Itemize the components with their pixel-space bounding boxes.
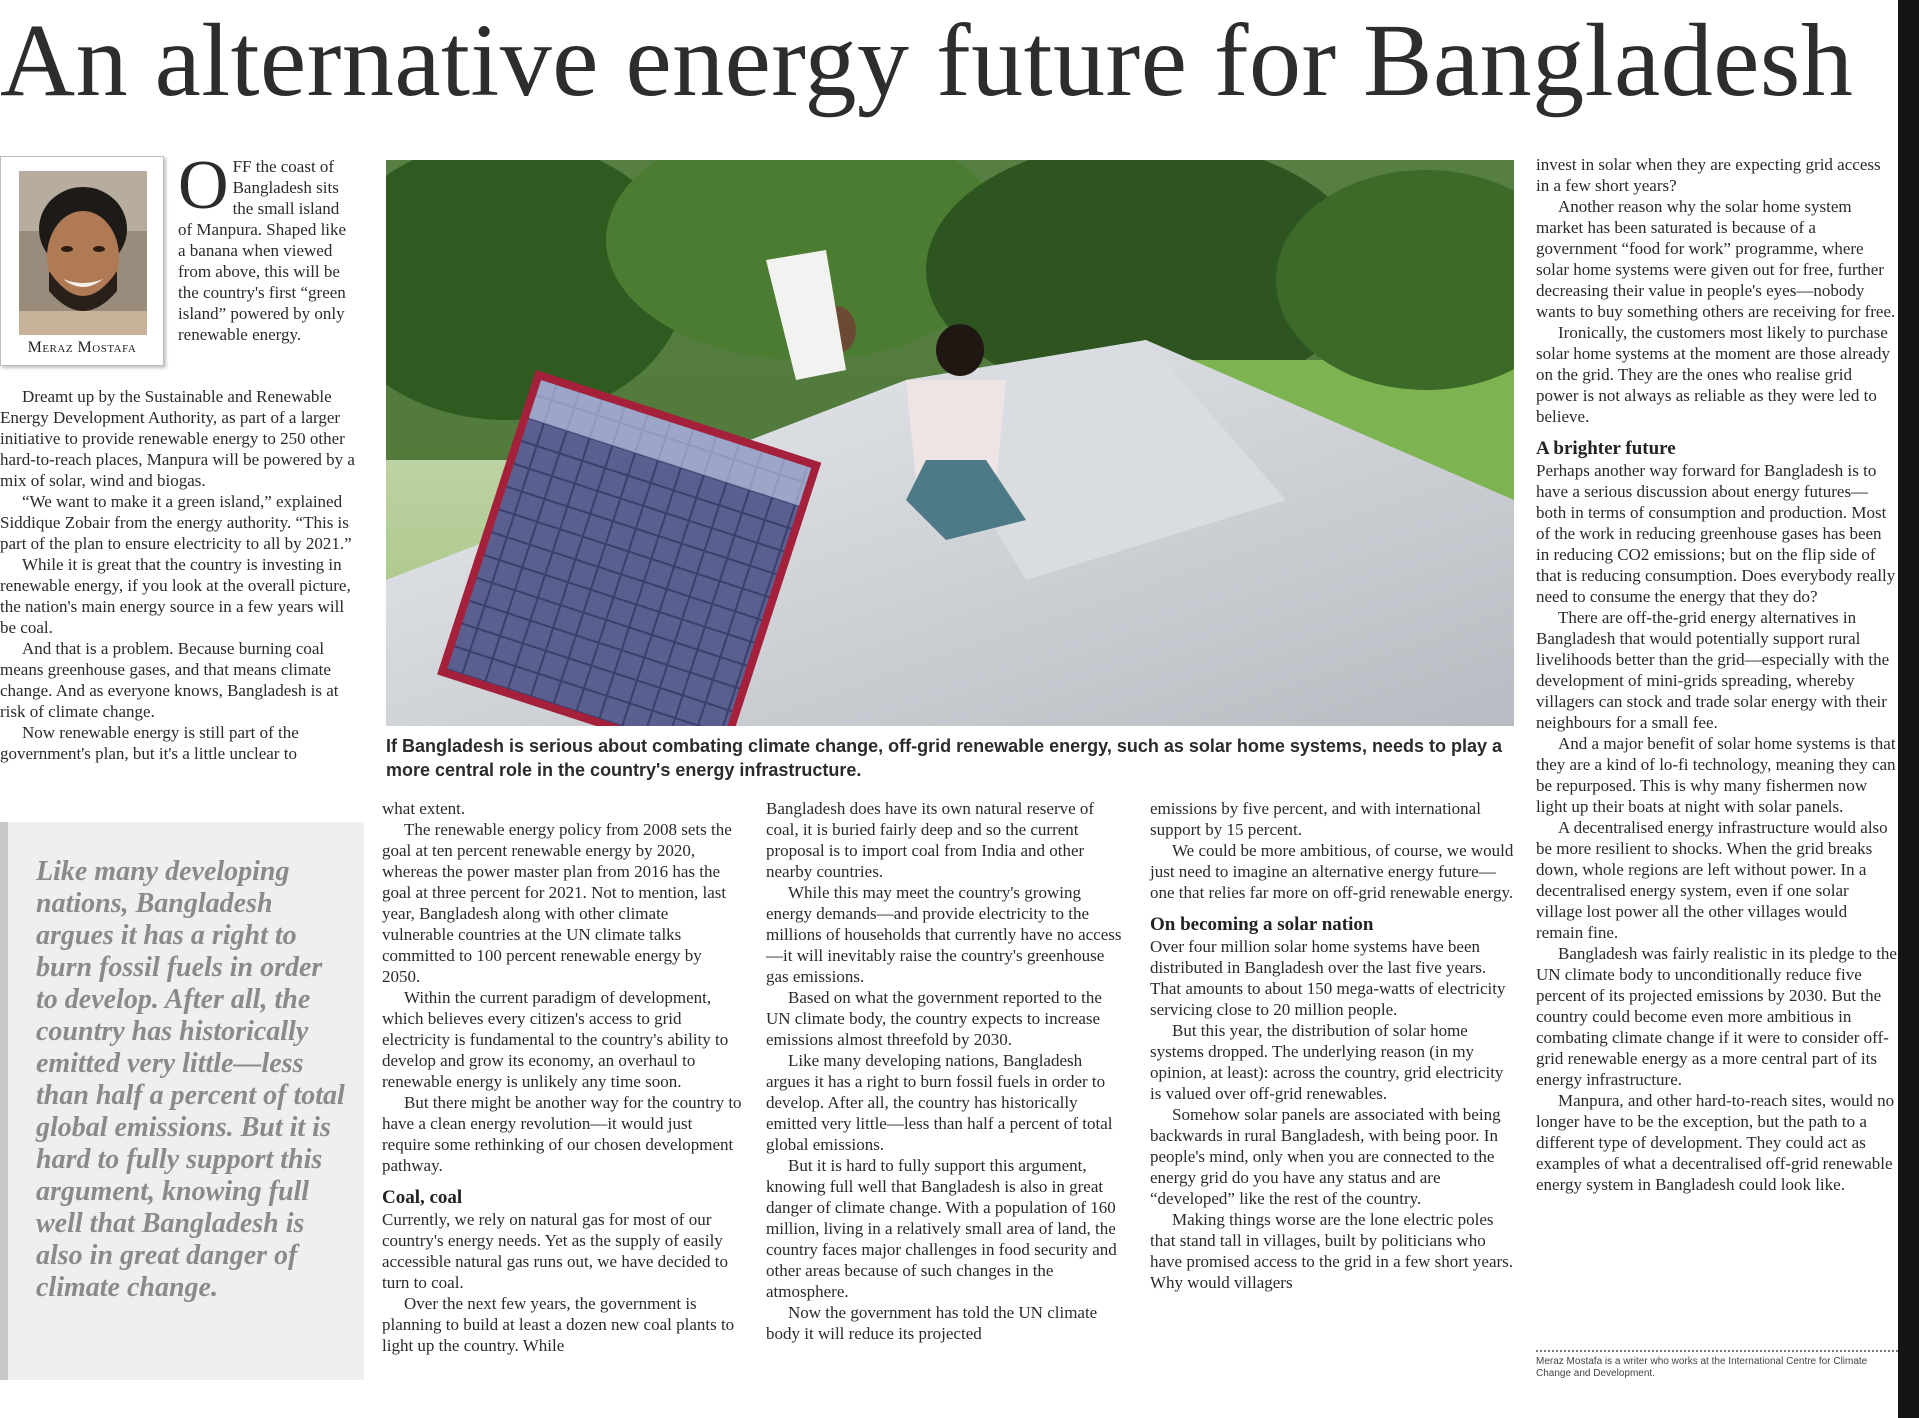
body-paragraph: what extent. [382, 799, 466, 818]
subheading: Coal, coal [382, 1187, 463, 1208]
column-4 [1150, 798, 1514, 1293]
body-paragraph: Over four million solar home systems have been distributed in Bangladesh over the last five years. That amounts to about 150 mega-watts of electricity servicing close to 20 million people. [1150, 937, 1506, 1019]
body-paragraph: Over the next few years, the government is planning to build at least a dozen new coal plants to light up the country. While [382, 1294, 735, 1355]
body-paragraph: There are off-the-grid energy alternatives in Bangladesh that would potentially support rural livelihoods better than the grid—especially with the development of mini-grids spreading, whereby villagers can stock and trade solar energy with their neighbours for a small fee. [1536, 608, 1890, 732]
body-paragraph: A decentralised energy infrastructure would also be more resilient to shocks. When the grid breaks down, whole regions are left without power. In a decentralised energy system, even if one solar village lost power all the other villages would remain fine. [1536, 818, 1888, 942]
body-paragraph: Another reason why the solar home system market has been saturated is because of a government “food for work” programme, where solar home systems were given out for free, further decreasing their value in people's eyes—nobody wants to buy something others are receiving for free. [1536, 197, 1896, 321]
body-paragraph: Manpura, and other hard-to-reach sites, would no longer have to be the exception, but the path to a different type of development. They could act as examples of what a decentralised off-grid renewable energy system in Bangladesh could look like. [1536, 1091, 1895, 1194]
body-paragraph: Perhaps another way forward for Bangladesh is to have a serious discussion about energy futures—both in terms of consumption and production. Most of the work in reducing greenhouse gases has been in reducing CO2 emissions; but on the flip side of that is reducing consumption. Does everybody really need to consume the energy that they do? [1536, 461, 1896, 606]
pullquote-bar [0, 822, 8, 1380]
body-paragraph: emissions by five percent, and with international support by 15 percent. [1150, 799, 1481, 839]
body-paragraph: Currently, we rely on natural gas for most of our country's energy needs. Yet as the supply of easily accessible natural gas runs out, we have decided to turn to coal. [382, 1210, 729, 1292]
photo-caption: If Bangladesh is serious about combating climate change, off-grid renewable energy, such as solar home systems, needs to play a more central role in the country's energy infrastructure. [386, 736, 1502, 780]
author-box [0, 156, 164, 366]
body-paragraph: And a major benefit of solar home systems is that they are a kind of lo-fi technology, meaning they can be repurposed. This is why many fishermen now light up their boats at night with solar panels. [1536, 734, 1896, 816]
column-3 [766, 798, 1128, 1344]
body-paragraph: The renewable energy policy from 2008 sets the goal at ten percent renewable energy by 2020, whereas the power master plan from 2016 has the goal at three percent for 2021. Not to mention, last year, Bangladesh along with other climate vulnerable countries at the UN climate talks committed to 100 percent renewable energy by 2050. [382, 820, 732, 986]
body-paragraph: Somehow solar panels are associated with being backwards in rural Bangladesh, with being poor. In people's mind, only when you are connected to the energy grid do you have any status and are “developed” like the rest of the country. [1150, 1105, 1501, 1208]
body-paragraph: Bangladesh was fairly realistic in its pledge to the UN climate body to unconditionally reduce five percent of its projected emissions by 2030. But the country could become even more ambitious in combating climate change if it were to consider off-grid renewable energy as a more central part of its energy infrastructure. [1536, 944, 1897, 1089]
body-paragraph: Ironically, the customers most likely to purchase solar home systems at the moment are those already on the grid. They are the ones who realise grid power is not always as reliable as they were led to believe. [1536, 323, 1891, 426]
subheading: On becoming a solar nation [1150, 914, 1374, 935]
column-1 [0, 386, 356, 764]
pullquote: Like many developing nations, Bangladesh argues it has a right to burn fossil fuels in order to develop. After all, the country has historically emitted very little—less than half a percent of total global emissions. But it is hard to fully support this argument, knowing full well that Bangladesh is also in great danger of climate change. [36, 856, 345, 1303]
body-paragraph: Making things worse are the lone electric poles that stand tall in villages, built by politicians who have promised access to the grid in a few short years. Why would villagers [1150, 1210, 1514, 1292]
solar-panel-photo [386, 160, 1514, 726]
body-paragraph: “We want to make it a green island,” explained Siddique Zobair from the energy authority. “This is part of the plan to ensure electricity to all by 2021.” [0, 492, 352, 553]
body-paragraph: invest in solar when they are expecting grid access in a few short years? [1536, 155, 1881, 195]
subheading: A brighter future [1536, 438, 1676, 459]
author-name: Meraz Mostafa [27, 339, 137, 356]
body-paragraph: Based on what the government reported to the UN climate body, the country expects to increase emissions almost threefold by 2030. [766, 988, 1102, 1049]
headline: An alternative energy future for Bangladesh [0, 3, 1854, 118]
body-paragraph: We could be more ambitious, of course, we would just need to imagine an alternative energy future—one that relies far more on off-grid renewable energy. [1150, 841, 1514, 902]
body-paragraph: While this may meet the country's growing energy demands—and provide electricity to the millions of households that currently have no access—it will inevitably raise the country's greenhouse gas emissions. [766, 883, 1122, 986]
body-paragraph: But this year, the distribution of solar home systems dropped. The underlying reason (in my opinion, at least): across the country, grid electricity is valued over off-grid renewables. [1150, 1021, 1504, 1103]
author-photo [19, 171, 147, 335]
column-2 [382, 798, 744, 1356]
body-paragraph: And that is a problem. Because burning coal means greenhouse gases, and that means climate change. And as everyone knows, Bangladesh is at risk of climate change. [0, 639, 339, 721]
body-paragraph: Like many developing nations, Bangladesh argues it has a right to burn fossil fuels in order to develop. After all, the country has historically emitted very little—less than half a percent of total global emissions. [766, 1051, 1113, 1154]
body-paragraph: But there might be another way for the country to have a clean energy revolution—it would just require some rethinking of our chosen development pathway. [382, 1093, 742, 1175]
body-paragraph: Dreamt up by the Sustainable and Renewable Energy Development Authority, as part of a larger initiative to provide renewable energy to 250 other hard-to-reach places, Manpura will be powered by a mix of solar, wind and biogas. [0, 387, 355, 490]
body-paragraph: While it is great that the country is investing in renewable energy, if you look at the overall picture, the nation's main energy source in a few years will be coal. [0, 555, 351, 637]
author-footnote: Meraz Mostafa is a writer who works at the International Centre for Climate Change and Development. [1536, 1350, 1898, 1380]
intro-paragraph [178, 147, 356, 345]
intro-text: FF the coast of Bangladesh sits the small island of Manpura. Shaped like a banana when viewed from above, this will be the country's first “green island” powered by only renewable energy. [178, 157, 347, 344]
dropcap: O [178, 147, 229, 224]
page-edge [1898, 0, 1919, 1418]
body-paragraph: Bangladesh does have its own natural reserve of coal, it is buried fairly deep and so the current proposal is to import coal from India and other nearby countries. [766, 799, 1095, 881]
body-paragraph: Now renewable energy is still part of the government's plan, but it's a little unclear to [0, 723, 299, 763]
body-paragraph: Now the government has told the UN climate body it will reduce its projected [766, 1303, 1098, 1343]
body-paragraph: But it is hard to fully support this argument, knowing full well that Bangladesh is also in great danger of climate change. With a population of 160 million, living in a relatively small area of land, the country faces major challenges in food security and other areas because of such changes in the atmosphere. [766, 1156, 1117, 1301]
body-paragraph: Within the current paradigm of development, which believes every citizen's access to grid electricity is fundamental to the country's ability to develop and grow its economy, an overhaul to renewable energy is unlikely any time soon. [382, 988, 729, 1091]
column-5 [1536, 154, 1898, 1195]
